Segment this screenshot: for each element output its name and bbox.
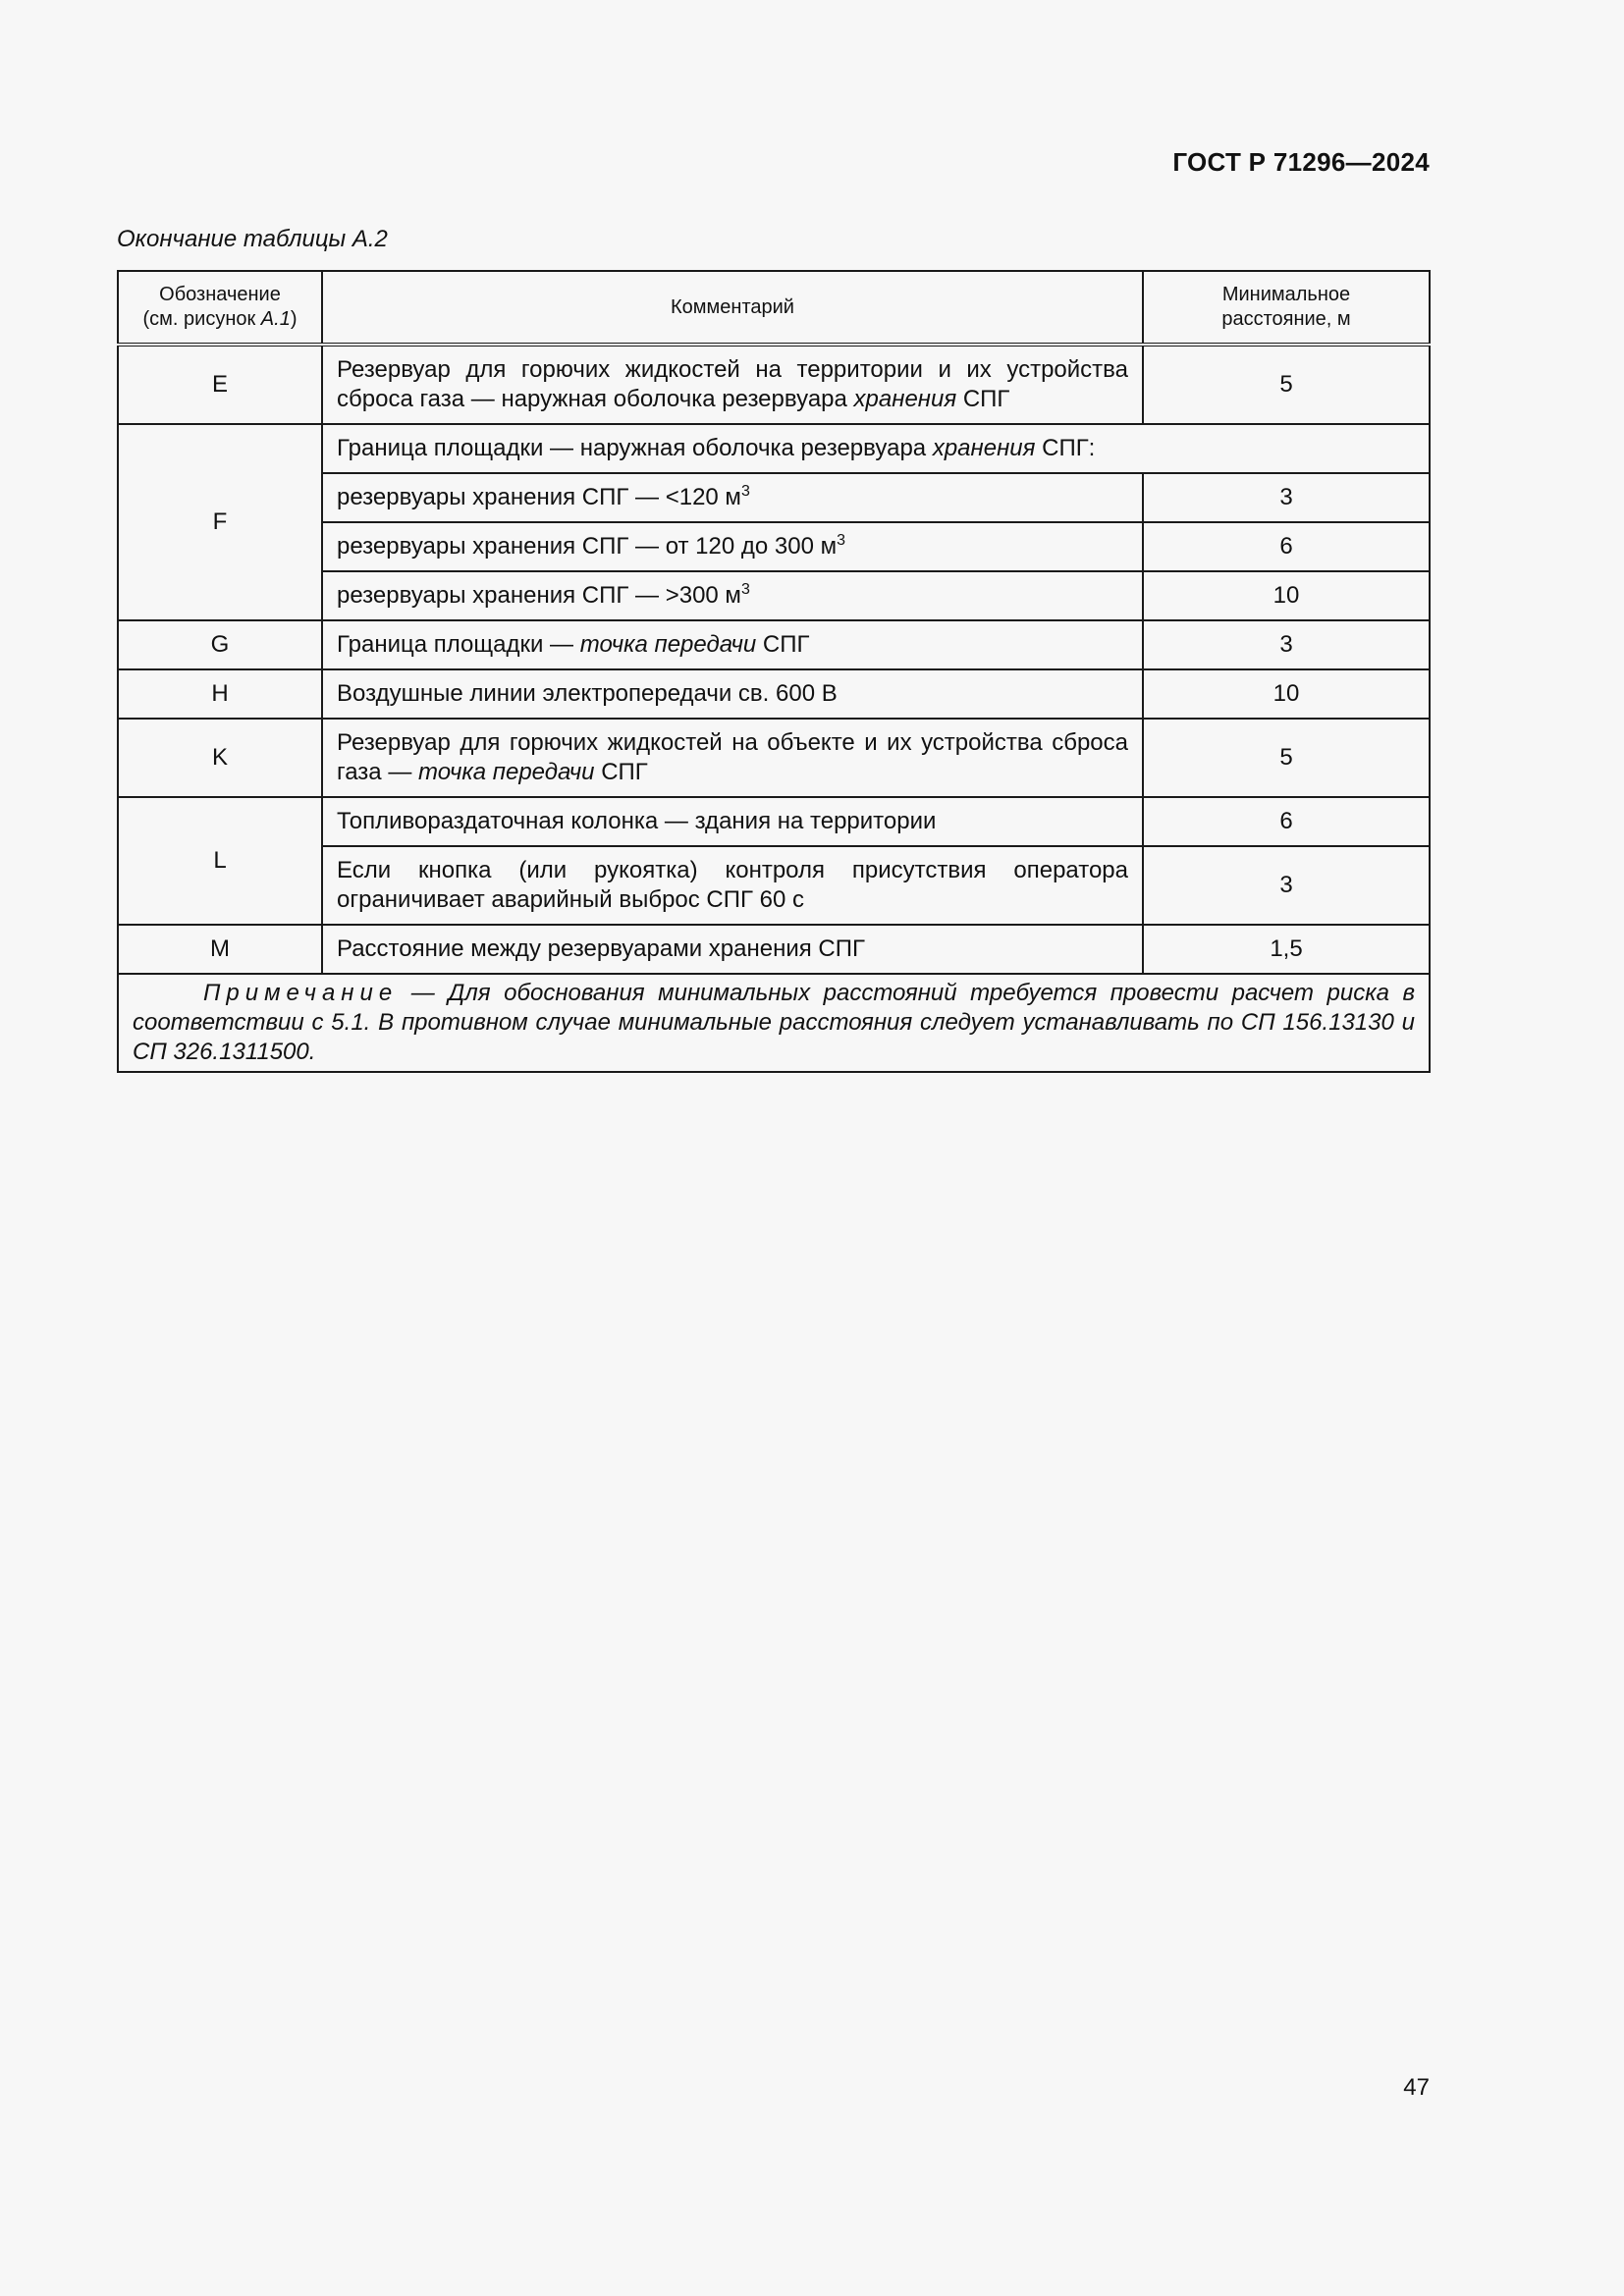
- row-code: G: [118, 620, 322, 669]
- row-distance: 10: [1143, 571, 1430, 620]
- row-distance: 5: [1143, 719, 1430, 797]
- row-comment: Граница площадки — точка передачи СПГ: [322, 620, 1143, 669]
- table-header-row: [118, 271, 1430, 345]
- row-code: F: [118, 424, 322, 620]
- row-code: K: [118, 719, 322, 797]
- note-label: Примечание: [203, 980, 399, 1006]
- row-distance: 3: [1143, 620, 1430, 669]
- row-code: M: [118, 925, 322, 974]
- table-row: [118, 925, 1430, 974]
- header-code: Обозначение (см. рисунок А.1): [118, 271, 322, 345]
- table-caption: Окончание таблицы А.2: [117, 226, 388, 252]
- table-row: [118, 424, 1430, 473]
- row-comment: резервуары хранения СПГ — >300 $м^3$: [322, 571, 1143, 620]
- row-distance: 3: [1143, 473, 1430, 522]
- row-distance: 6: [1143, 797, 1430, 846]
- page-number: 47: [1403, 2074, 1430, 2101]
- table-row: [118, 719, 1430, 797]
- row-comment: резервуары хранения СПГ — <120 $м^3$: [322, 473, 1143, 522]
- header-comment: Комментарий: [322, 271, 1143, 345]
- row-comment: Граница площадки — наружная оболочка резервуара хранения СПГ:: [322, 424, 1430, 473]
- note-text: — Для обоснования минимальных расстояний требуется провести расчет риска в соответствии с 5.1. В противном случае минимальные расстояния следует устанавливать по СП 156.13130 и СП 326.1311500.: [133, 980, 1415, 1065]
- table-row: [118, 669, 1430, 719]
- note-row: [118, 974, 1430, 1072]
- row-distance: 3: [1143, 846, 1430, 925]
- row-comment: Воздушные линии электропередачи св. 600 В: [322, 669, 1143, 719]
- header-distance: Минимальное расстояние, м: [1143, 271, 1430, 345]
- row-distance: 5: [1143, 345, 1430, 424]
- row-code: H: [118, 669, 322, 719]
- row-distance: 1,5: [1143, 925, 1430, 974]
- row-comment: Расстояние между резервуарами хранения СПГ: [322, 925, 1143, 974]
- row-comment: Если кнопка (или рукоятка) контроля присутствия оператора ограничивает аварийный выброс СПГ 60 с: [322, 846, 1143, 925]
- row-distance: 6: [1143, 522, 1430, 571]
- row-comment: Резервуар для горючих жидкостей на территории и их устройства сброса газа — наружная оболочка резервуара хранения СПГ: [322, 345, 1143, 424]
- row-distance: 10: [1143, 669, 1430, 719]
- row-code: E: [118, 345, 322, 424]
- standard-code: ГОСТ Р 71296—2024: [1172, 147, 1430, 177]
- row-comment: резервуары хранения СПГ — от 120 до 300 $м^3$: [322, 522, 1143, 571]
- row-comment: Резервуар для горючих жидкостей на объекте и их устройства сброса газа — точка передачи СПГ: [322, 719, 1143, 797]
- table-row: [118, 620, 1430, 669]
- table-row: [118, 345, 1430, 424]
- table-note: [118, 974, 1430, 1072]
- row-comment: Топливораздаточная колонка — здания на территории: [322, 797, 1143, 846]
- distance-table: [117, 270, 1431, 1073]
- table-row: [118, 797, 1430, 846]
- row-code: L: [118, 797, 322, 925]
